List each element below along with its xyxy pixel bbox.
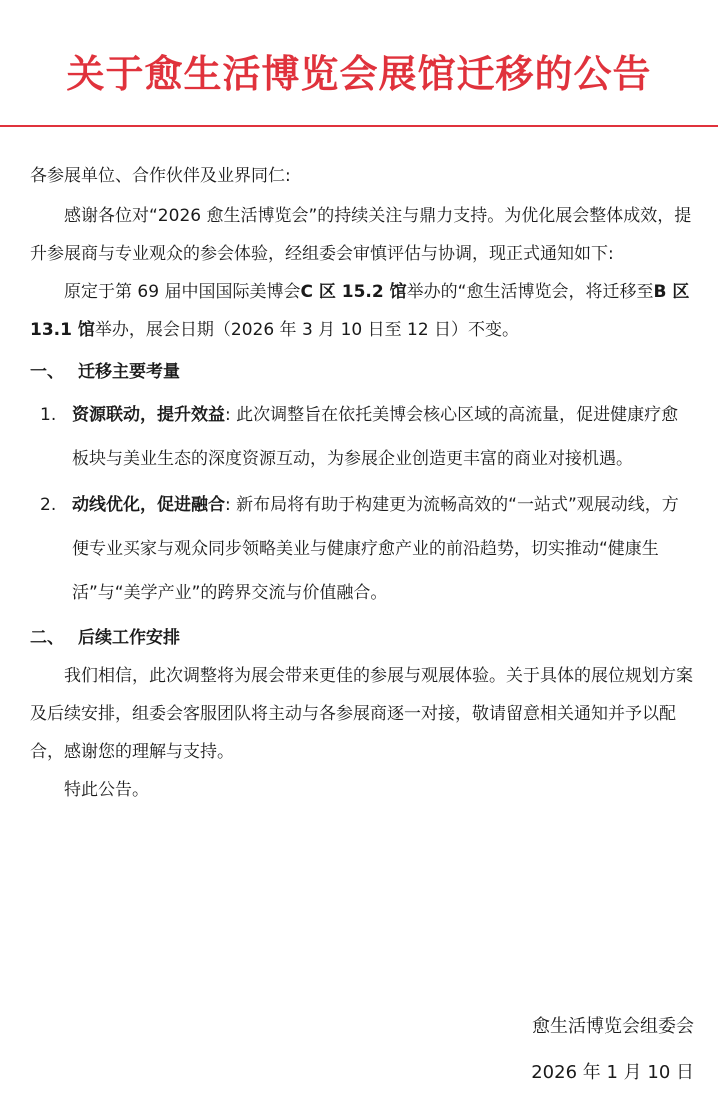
- section-heading-2: [30, 619, 694, 657]
- list-item-text: : 此次调整旨在依托美博会核心区域的高流量，促进健康疗愈板块与美业生态的深度资源互动，为参展企业创造更丰富的商业对接机遇。: [72, 405, 679, 469]
- old-hall: C 区 15.2 馆: [300, 282, 407, 302]
- title-divider: [0, 125, 718, 127]
- closing-line: 特此公告。: [64, 780, 149, 800]
- followup-paragraph: 我们相信，此次调整将为展会带来更佳的参展与观展体验。关于具体的展位规划方案及后续安排，组委会客服团队将主动与各参展商逐一对接，敬请留意相关通知并予以配合，感谢您的理解与支持。: [30, 666, 693, 762]
- intro-paragraph: 感谢各位对“2026 愈生活博览会”的持续关注与鼎力支持。为优化展会整体成效，提升参展商与专业观众的参会体验，经组委会审慎评估与协调，现正式通知如下:: [30, 206, 692, 264]
- list-item-number: 2.: [40, 495, 57, 515]
- list-item-text: : 新布局将有助于构建更为流畅高效的“一站式”观展动线，方便专业买家与观众同步领略美业与健康疗愈产业的前沿趋势，切实推动“健康生活”与“美学产业”的跨界交流与价值融合。: [72, 495, 679, 603]
- relocation-paragraph: [30, 273, 694, 349]
- list-item-number: 1.: [40, 405, 57, 425]
- salutation: 各参展单位、合作伙伴及业界同仁:: [30, 166, 291, 186]
- signature-org: 愈生活博览会组委会: [532, 1016, 694, 1037]
- list-item-lead: 动线优化，促进融合: [72, 495, 225, 515]
- relocation-text-1: 原定于第 69 届中国国际美博会: [64, 282, 301, 302]
- section-number-1: 一、: [30, 362, 64, 382]
- section-title-2: 后续工作安排: [78, 628, 180, 648]
- relocation-text-2: 举办的“愈生活博览会，将迁移至: [406, 282, 654, 302]
- section-title-1: 迁移主要考量: [78, 362, 180, 382]
- list-item-lead: 资源联动，提升效益: [72, 405, 225, 425]
- relocation-text-3: 举办，展会日期（2026 年 3 月 10 日至 12 日）不变。: [94, 320, 520, 340]
- new-hall: B 区 13.1 馆: [30, 282, 690, 340]
- list-item: [30, 483, 694, 615]
- section-heading-1: [30, 353, 694, 391]
- notice-body: [30, 157, 694, 809]
- list-item: [30, 393, 694, 481]
- signature-date: 2026 年 1 月 10 日: [531, 1062, 694, 1083]
- notice-title: 关于愈生活博览会展馆迁移的公告: [66, 52, 652, 96]
- section-number-2: 二、: [30, 628, 64, 648]
